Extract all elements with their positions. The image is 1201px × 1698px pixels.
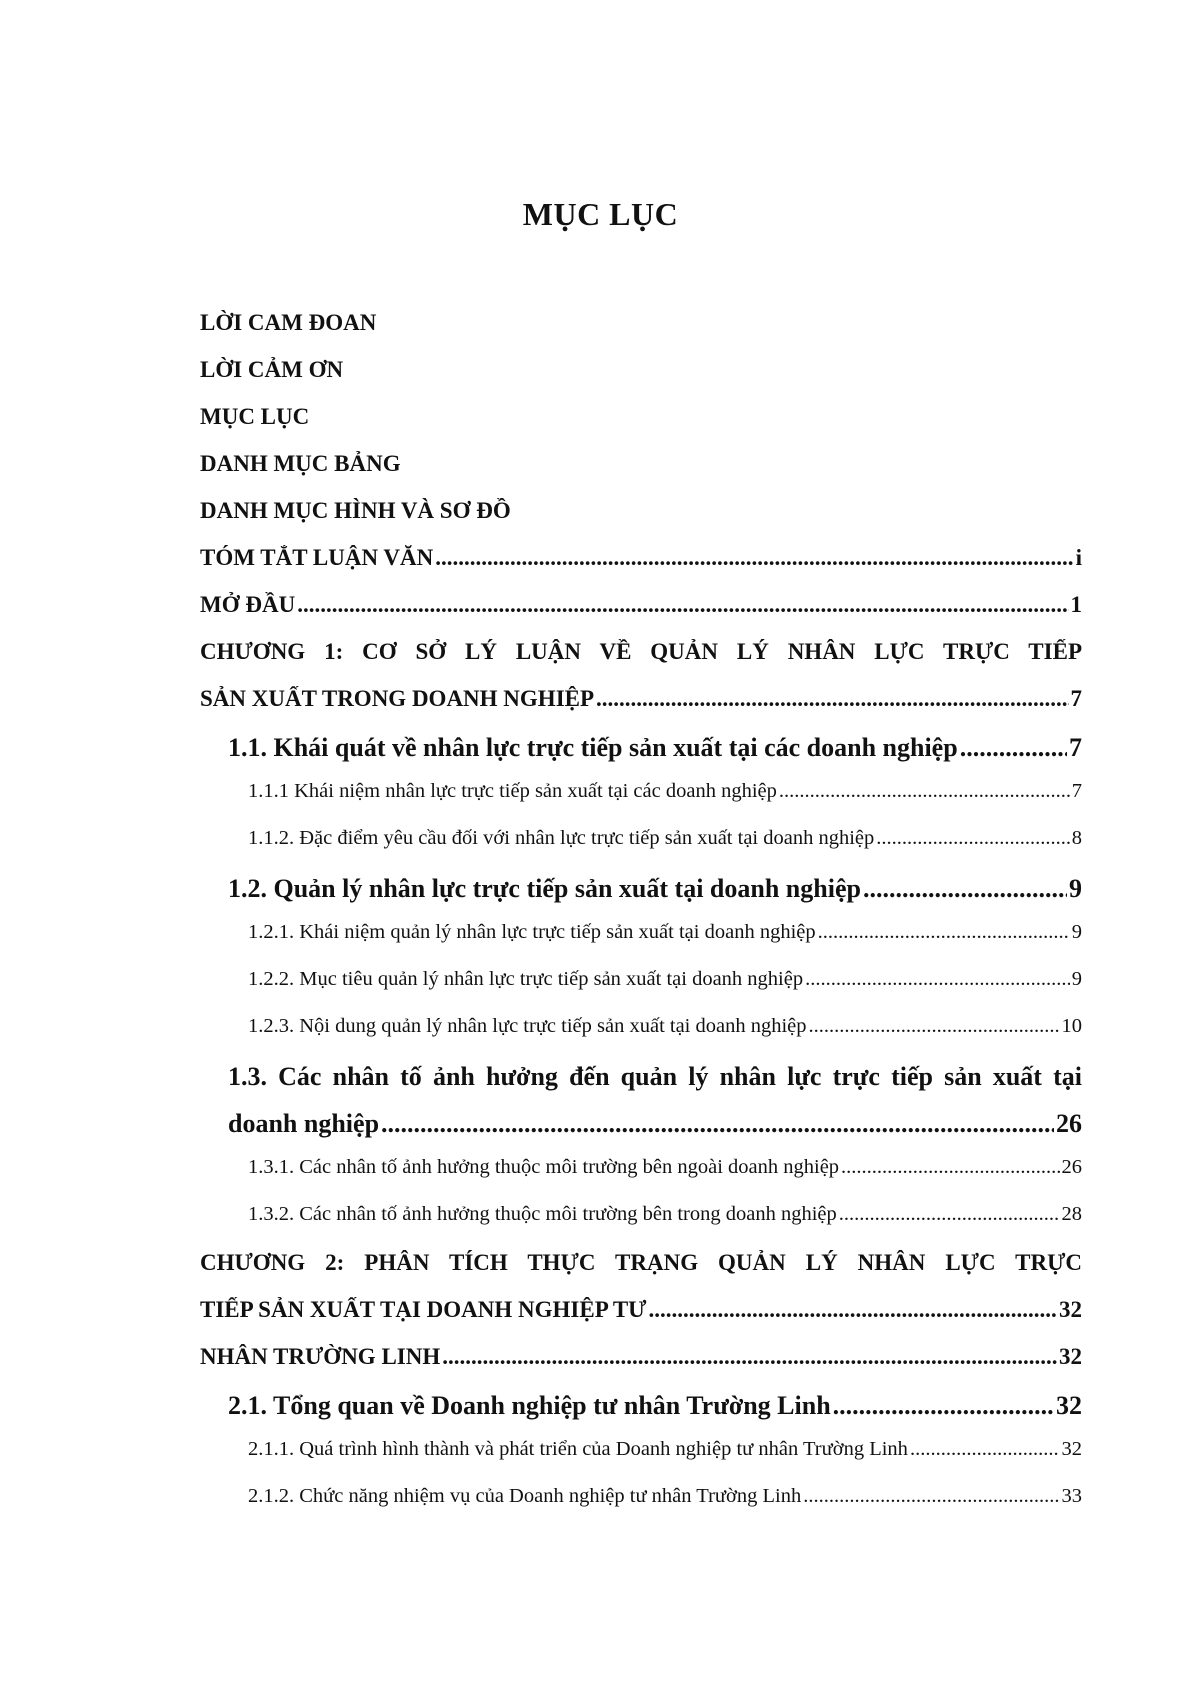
toc-entry[interactable] — [200, 545, 1082, 592]
toc-entry-title: CHƯƠNG 1: CƠ SỞ LÝ LUẬN VỀ QUẢN LÝ NHÂN LỰC TRỰC TIẾP — [200, 639, 1082, 664]
toc-entry[interactable] — [200, 451, 1082, 498]
toc-page-number: 9 — [1071, 921, 1082, 943]
toc-entry[interactable] — [200, 921, 1082, 968]
toc-entry[interactable] — [200, 1391, 1082, 1438]
toc-entry-title: LỜI CAM ĐOAN — [200, 310, 377, 335]
toc-entry-title: 2.1. Tổng quan về Doanh nghiệp tư nhân Trường Linh — [228, 1391, 831, 1420]
toc-entry[interactable] — [200, 1485, 1082, 1532]
toc-entry[interactable] — [200, 1250, 1082, 1297]
toc-page-number: 9 — [1071, 968, 1082, 990]
toc-entry-title: TIẾP SẢN XUẤT TẠI DOANH NGHIỆP TƯ — [200, 1297, 647, 1322]
dot-leader — [297, 592, 1068, 618]
dot-leader — [833, 1391, 1054, 1421]
toc-entry-title: NHÂN TRƯỜNG LINH — [200, 1344, 441, 1369]
toc-entry[interactable] — [200, 498, 1082, 545]
toc-entry-title: 1.2.1. Khái niệm quản lý nhân lực trực tiếp sản xuất tại doanh nghiệp — [248, 921, 816, 943]
toc-entry[interactable] — [200, 592, 1082, 639]
toc-page-number: 33 — [1061, 1485, 1082, 1507]
toc-entry-title: 1.3.1. Các nhân tố ảnh hưởng thuộc môi trường bên ngoài doanh nghiệp — [248, 1156, 840, 1178]
dot-leader — [648, 1297, 1057, 1323]
dot-leader — [841, 1156, 1059, 1179]
toc-entry[interactable] — [200, 1109, 1082, 1156]
toc-page-number: 32 — [1061, 1438, 1082, 1460]
dot-leader — [779, 780, 1070, 803]
toc-entry-title: 1.2.2. Mục tiêu quản lý nhân lực trực tiếp sản xuất tại doanh nghiệp — [248, 968, 804, 990]
dot-leader — [863, 874, 1067, 904]
toc-entry[interactable] — [200, 357, 1082, 404]
toc-entry-title: DANH MỤC BẢNG — [200, 451, 401, 476]
toc-entry[interactable] — [200, 1156, 1082, 1203]
dot-leader — [596, 686, 1068, 712]
toc-page-number: 7 — [1069, 733, 1082, 762]
toc-page-number: 10 — [1061, 1015, 1082, 1037]
toc-entry[interactable] — [200, 1203, 1082, 1250]
dot-leader — [805, 968, 1070, 991]
toc-entry-title: doanh nghiệp — [228, 1109, 380, 1138]
dot-leader — [381, 1109, 1054, 1139]
toc-entry[interactable] — [200, 1062, 1082, 1109]
dot-leader — [876, 827, 1069, 850]
toc-entry[interactable] — [200, 1344, 1082, 1391]
toc-entry-title: LỜI CẢM ƠN — [200, 357, 344, 382]
toc-page-number: 32 — [1059, 1297, 1082, 1322]
toc-entry-title: TÓM TẮT LUẬN VĂN — [200, 545, 434, 570]
toc-page-number: 26 — [1056, 1109, 1082, 1138]
toc-page-number: 8 — [1071, 827, 1082, 849]
toc-entry[interactable] — [200, 968, 1082, 1015]
toc-page-number: 9 — [1069, 874, 1082, 903]
toc-entry-title: 1.1.2. Đặc điểm yêu cầu đối với nhân lực trực tiếp sản xuất tại doanh nghiệp — [248, 827, 875, 849]
toc-entry[interactable] — [200, 1438, 1082, 1485]
toc-entry-title: 2.1.2. Chức năng nhiệm vụ của Doanh nghiệp tư nhân Trường Linh — [248, 1485, 802, 1507]
toc-entry-title: CHƯƠNG 2: PHÂN TÍCH THỰC TRẠNG QUẢN LÝ NHÂN LỰC TRỰC — [200, 1250, 1082, 1275]
toc-page-number: 28 — [1061, 1203, 1082, 1225]
dot-leader — [809, 1015, 1060, 1038]
toc-entry[interactable] — [200, 874, 1082, 921]
toc-entry[interactable] — [200, 780, 1082, 827]
toc-entry[interactable] — [200, 686, 1082, 733]
toc-entry-title: MỞ ĐẦU — [200, 592, 296, 617]
toc-entry-title: SẢN XUẤT TRONG DOANH NGHIỆP — [200, 686, 595, 711]
toc-entry-title: 1.3. Các nhân tố ảnh hưởng đến quản lý nhân lực trực tiếp sản xuất tại — [228, 1062, 1082, 1091]
toc-entry-title: 1.3.2. Các nhân tố ảnh hưởng thuộc môi trường bên trong doanh nghiệp — [248, 1203, 837, 1225]
toc-entry[interactable] — [200, 639, 1082, 686]
dot-leader — [803, 1485, 1059, 1508]
toc-entry[interactable] — [200, 733, 1082, 780]
toc-entry-title: 1.2.3. Nội dung quản lý nhân lực trực tiếp sản xuất tại doanh nghiệp — [248, 1015, 807, 1037]
page-title: MỤC LỤC — [522, 196, 679, 232]
toc-page-number: 26 — [1061, 1156, 1082, 1178]
table-of-contents — [200, 310, 1082, 1532]
toc-entry-title: DANH MỤC HÌNH VÀ SƠ ĐỒ — [200, 498, 511, 523]
toc-entry[interactable] — [200, 827, 1082, 874]
toc-page-number: 32 — [1056, 1391, 1082, 1420]
toc-entry[interactable] — [200, 404, 1082, 451]
toc-page-number: 32 — [1059, 1344, 1082, 1369]
toc-page-number: i — [1075, 545, 1082, 570]
toc-page-number: 7 — [1071, 780, 1082, 802]
toc-page-number: 1 — [1070, 592, 1082, 617]
toc-entry-title: 1.1.1 Khái niệm nhân lực trực tiếp sản xuất tại các doanh nghiệp — [248, 780, 777, 802]
dot-leader — [839, 1203, 1060, 1226]
toc-page-number: 7 — [1070, 686, 1082, 711]
toc-entry-title: 1.2. Quản lý nhân lực trực tiếp sản xuất tại doanh nghiệp — [228, 874, 861, 903]
dot-leader — [818, 921, 1070, 944]
toc-entry[interactable] — [200, 1297, 1082, 1344]
toc-entry-title: 1.1. Khái quát về nhân lực trực tiếp sản xuất tại các doanh nghiệp — [228, 733, 958, 762]
toc-entry-title: 2.1.1. Quá trình hình thành và phát triển của Doanh nghiệp tư nhân Trường Linh — [248, 1438, 908, 1460]
toc-entry[interactable] — [200, 310, 1082, 357]
toc-entry-title: MỤC LỤC — [200, 404, 310, 429]
toc-entry[interactable] — [200, 1015, 1082, 1062]
dot-leader — [910, 1438, 1060, 1461]
dot-leader — [435, 545, 1073, 571]
dot-leader — [960, 733, 1067, 763]
dot-leader — [442, 1344, 1057, 1370]
